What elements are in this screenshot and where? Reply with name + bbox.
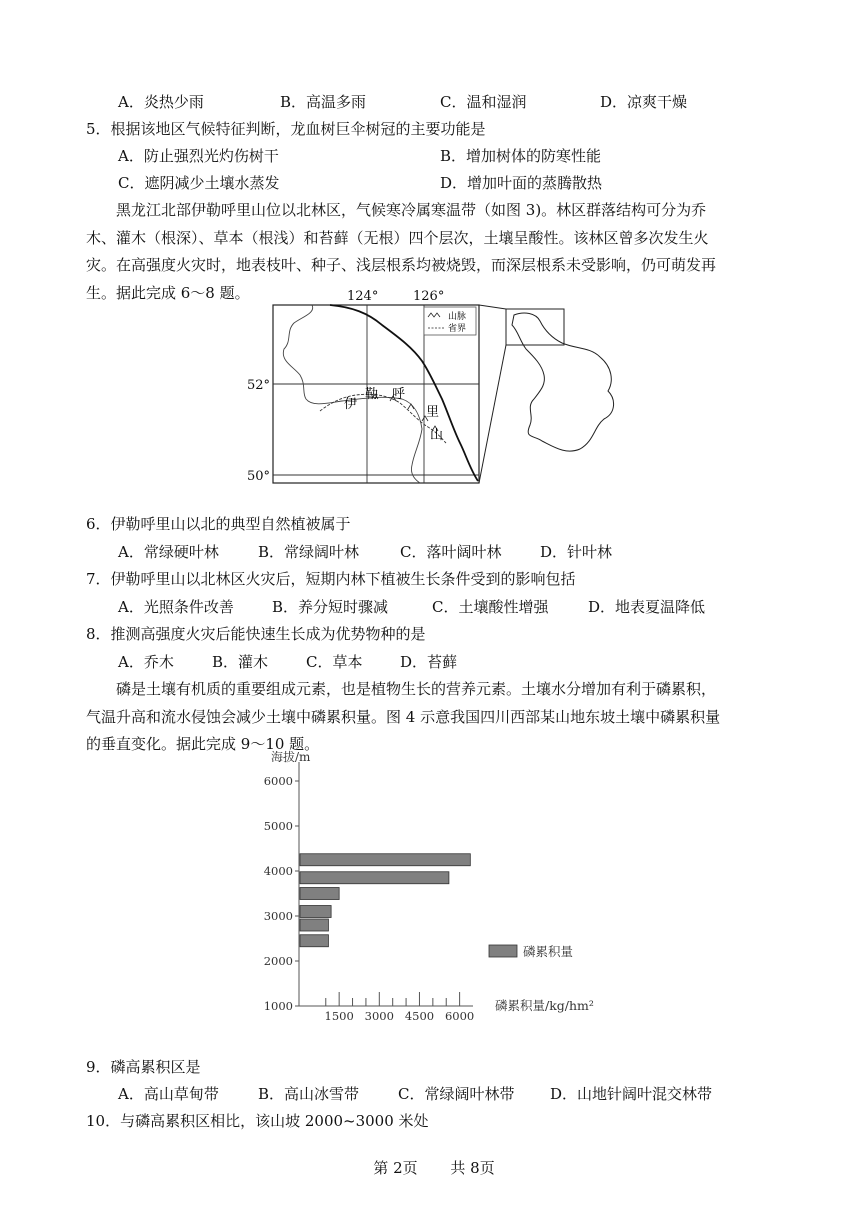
mountain-char-3: 呼: [392, 387, 406, 402]
phosphorus-chart: [255, 748, 635, 1023]
y-tick-label: 3000: [263, 909, 293, 923]
q4-option-a: A．炎热少雨: [118, 93, 204, 111]
bar-phosphorus: [300, 872, 449, 884]
q4-option-b: B．高温多雨: [280, 93, 367, 111]
q9-option-d: D．山地针阔叶混交林带: [550, 1085, 713, 1103]
q8-option-c: C．草本: [306, 653, 363, 671]
q6-option-a: A．常绿硬叶林: [118, 543, 219, 561]
q7-option-a: A．光照条件改善: [118, 598, 234, 616]
q6-option-c: C．落叶阔叶林: [400, 543, 502, 561]
x-tick-label: 6000: [444, 1009, 475, 1023]
x-tick-label: 1500: [324, 1009, 354, 1023]
passage-forest-fire: [86, 197, 726, 307]
q5-stem: 5．根据该地区气候特征判断，龙血树巨伞树冠的主要功能是: [86, 120, 486, 138]
mountain-char-4: 里: [426, 405, 440, 420]
q5-option-a: A．防止强烈光灼伤树干: [118, 147, 279, 165]
map-lon-label-126: 126°: [413, 289, 445, 304]
q7-option-b: B．养分短时骤减: [272, 598, 389, 616]
legend-boundary-label: 省界: [448, 324, 467, 334]
bar-phosphorus: [300, 906, 331, 918]
q5-option-c: C．遮阴减少土壤水蒸发: [118, 174, 280, 192]
x-tick-label: 4500: [404, 1009, 435, 1023]
passage-forest-fire-text: 黑龙江北部伊勒呼里山位以北林区，气候寒冷属寒温带（如图 3)。林区群落结构可分为乔木、灌木（根深）、草本（根浅）和苔藓（无根）四个层次，土壤呈酸性。该林区曾多次发生火灾。在高强度火灾时，地表枝叶、种子、浅层根系均被烧毁，而深层根系未受影响，仍可萌发再生。据此完成 6～8 题。: [86, 201, 717, 302]
bar-phosphorus: [300, 919, 328, 931]
y-tick-label: 2000: [263, 954, 293, 968]
heilongjiang-map: [272, 303, 632, 488]
legend-swatch: [489, 945, 517, 957]
q9-stem: 9．磷高累积区是: [86, 1058, 201, 1076]
q8-stem: 8．推测高强度火灾后能快速生长成为优势物种的是: [86, 625, 426, 643]
bar-phosphorus: [300, 888, 339, 900]
q7-option-d: D．地表夏温降低: [588, 598, 706, 616]
q7-stem: 7．伊勒呼里山以北林区火灾后，短期内林下植被生长条件受到的影响包括: [86, 570, 576, 588]
bar-phosphorus: [300, 935, 328, 947]
page-total: 共 8页: [450, 1159, 495, 1177]
q8-option-d: D．苔藓: [400, 653, 458, 671]
q5-option-d: D．增加叶面的蒸腾散热: [440, 174, 603, 192]
mountain-char-1: 伊: [344, 397, 358, 412]
zoom-line-bottom: [479, 345, 506, 483]
q5-option-b: B．增加树体的防寒性能: [440, 147, 602, 165]
q9-option-a: A．高山草甸带: [118, 1085, 219, 1103]
q6-option-d: D．针叶林: [540, 543, 613, 561]
legend-mountain-label: 山脉: [448, 312, 467, 322]
passage-phosphorus: [86, 676, 726, 759]
x-axis-title: 磷累积量/kg/hm²: [495, 998, 594, 1013]
q4-option-d: D．凉爽干燥: [600, 93, 688, 111]
page-footer: [0, 1157, 868, 1178]
map-lat-label-50: 50°: [247, 469, 271, 484]
bar-phosphorus: [300, 854, 470, 866]
q6-stem: 6．伊勒呼里山以北的典型自然植被属于: [86, 515, 351, 533]
q9-option-c: C．常绿阔叶林带: [398, 1085, 515, 1103]
q9-option-b: B．高山冰雪带: [258, 1085, 360, 1103]
q7-option-c: C．土壤酸性增强: [432, 598, 549, 616]
y-tick-label: 6000: [263, 774, 293, 788]
page-number: 第 2页: [373, 1159, 418, 1177]
zoom-line-top: [479, 305, 506, 309]
q4-option-c: C．温和湿润: [440, 93, 527, 111]
mountain-char-5: 山: [430, 428, 444, 443]
q6-option-b: B．常绿阔叶林: [258, 543, 360, 561]
q10-stem: 10．与磷高累积区相比，该山坡 2000~3000 米处: [86, 1112, 429, 1130]
q8-option-b: B．灌木: [212, 653, 269, 671]
mountain-char-2: 勒: [365, 387, 379, 402]
map-lon-label-124: 124°: [347, 289, 379, 304]
q8-option-a: A．乔木: [118, 653, 174, 671]
inset-province-outline: [512, 313, 614, 451]
y-tick-label: 4000: [263, 864, 293, 878]
y-axis-title: 海拔/m: [271, 750, 311, 764]
map-lat-label-52: 52°: [247, 378, 271, 393]
passage-phosphorus-text: 磷是土壤有机质的重要组成元素，也是植物生长的营养元素。土壤水分增加有利于磷累积，气温升高和流水侵蚀会减少土壤中磷累积量。图 4 示意我国四川西部某山地东坡土壤中磷累积量的垂直变化。据此完成 9～10 题。: [86, 680, 721, 753]
y-tick-label: 1000: [263, 999, 293, 1013]
x-tick-label: 3000: [364, 1009, 394, 1023]
y-tick-label: 5000: [263, 819, 293, 833]
legend-label: 磷累积量: [523, 944, 574, 959]
